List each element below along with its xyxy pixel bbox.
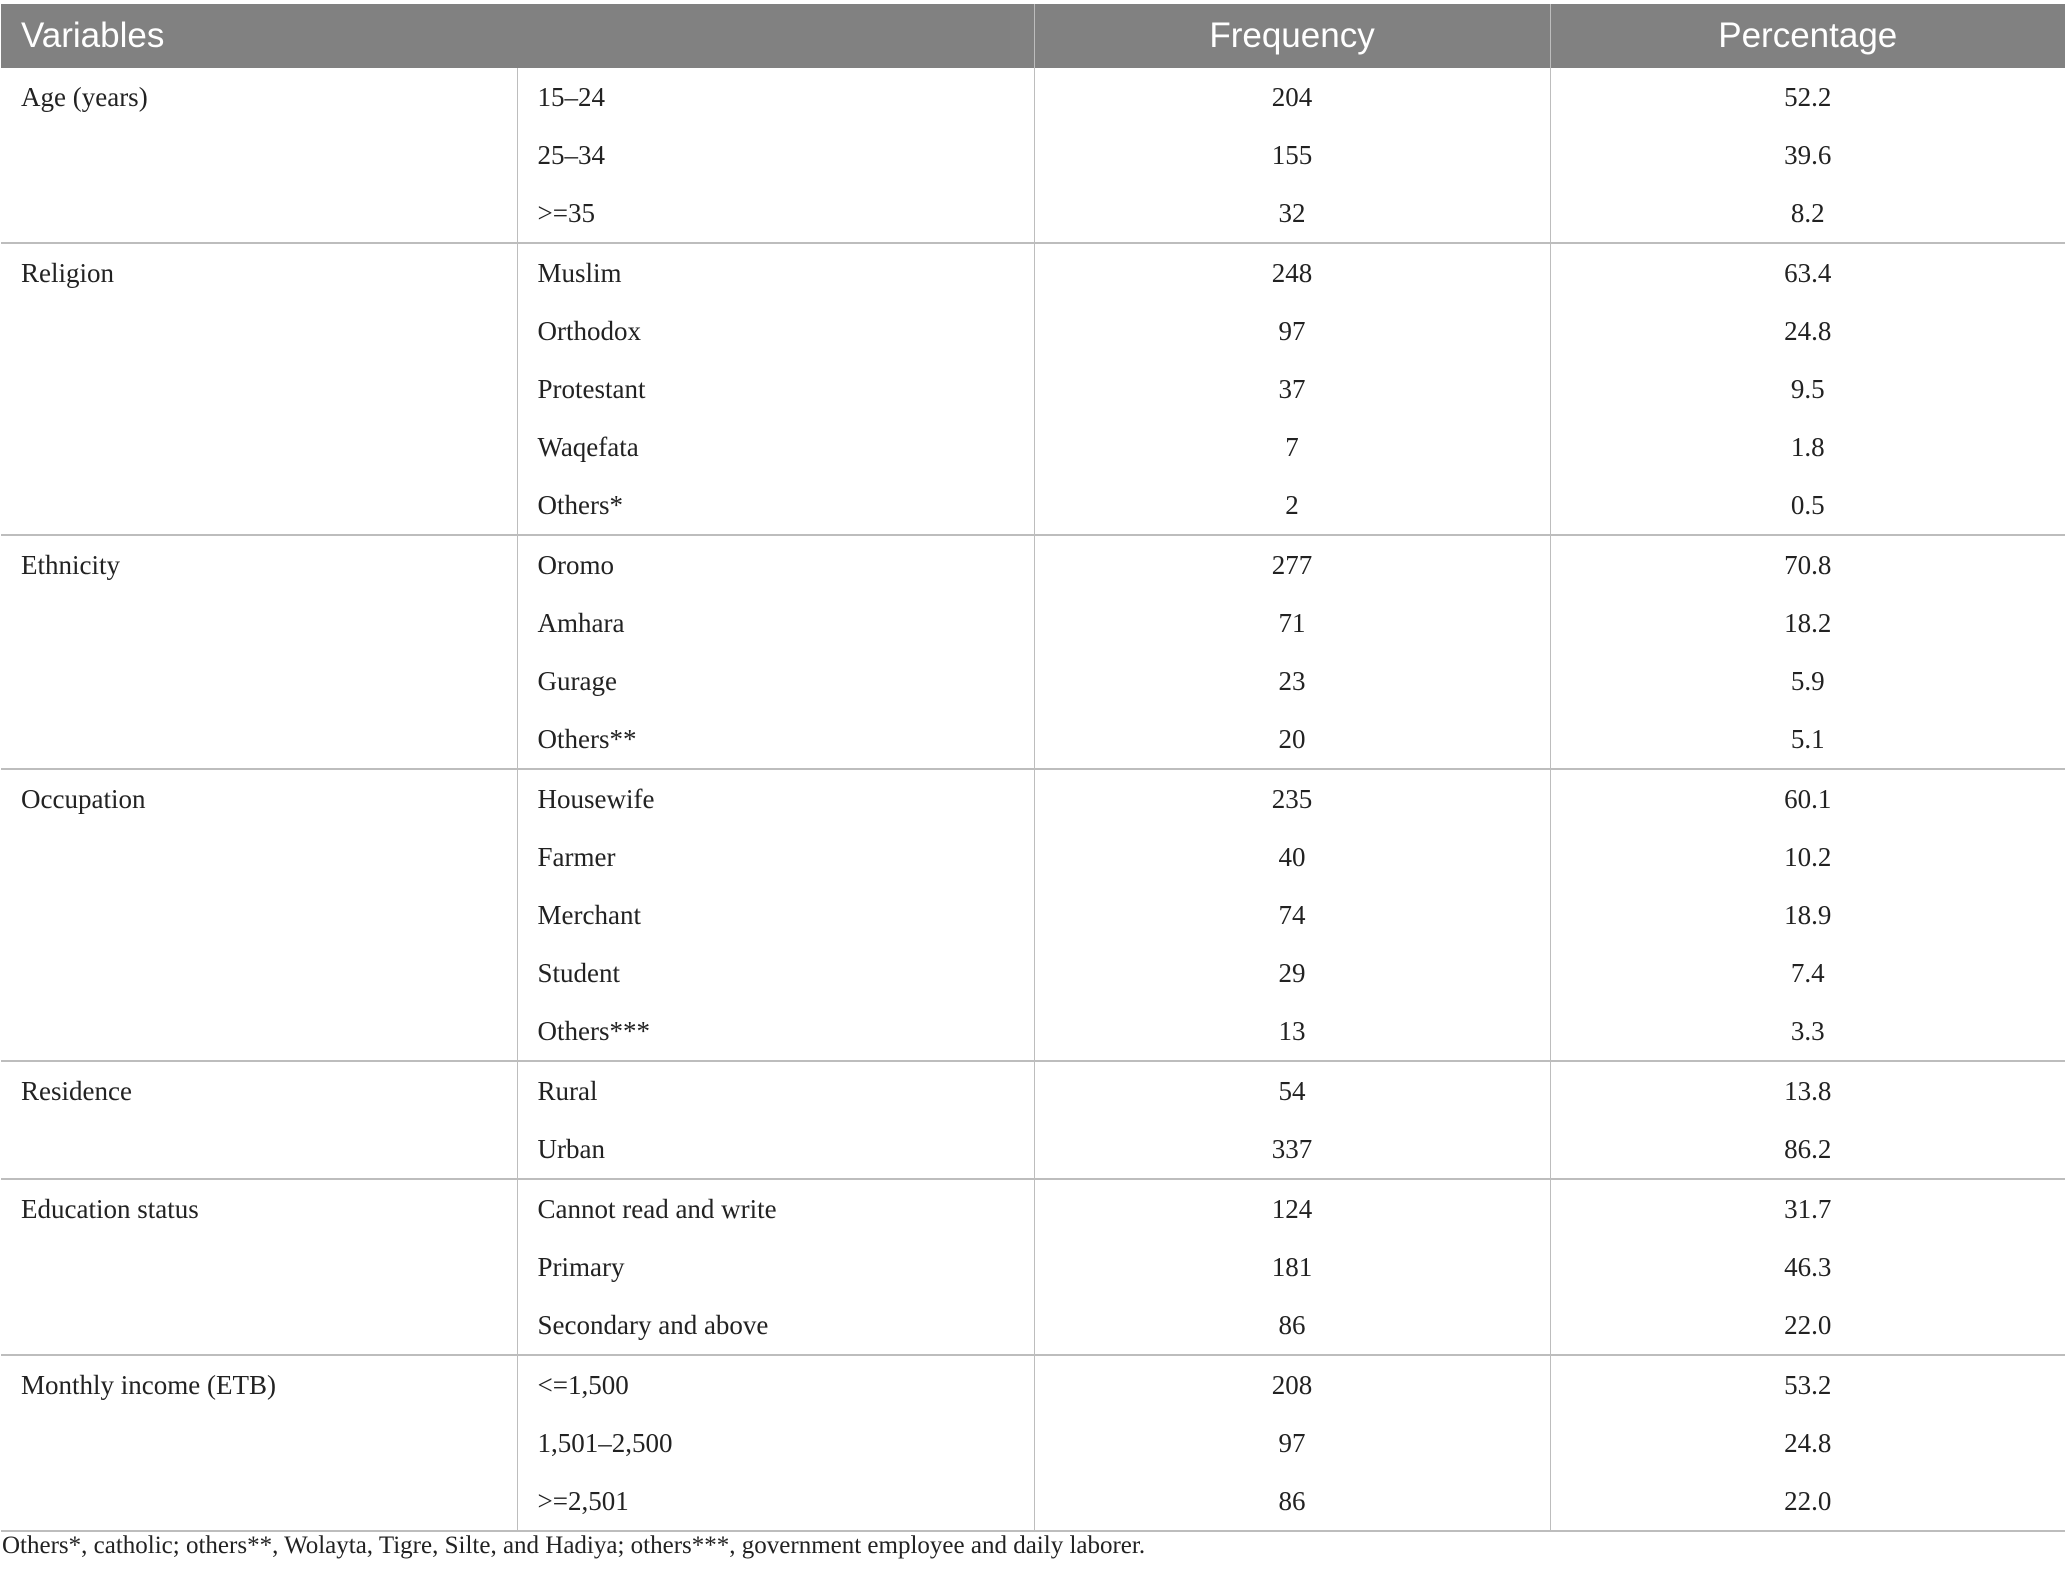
percentage-cell: 13.8: [1784, 1075, 1832, 1106]
category-cell: 25–34: [517, 126, 1034, 184]
frequency-cell: 32: [1034, 184, 1550, 243]
variable-name: Occupation: [1, 769, 517, 1061]
category-cell: >=35: [517, 184, 1034, 243]
variable-name: Monthly income (ETB): [1, 1355, 517, 1531]
percentage-cell: 52.2: [1784, 81, 1832, 112]
category-cell: Amhara: [517, 594, 1034, 652]
header-frequency: Frequency: [1034, 4, 1550, 68]
percentage-cell: 24.8: [1784, 315, 1832, 346]
category-cell: Others***: [517, 1002, 1034, 1061]
table-row: [1, 1179, 2065, 1238]
category-cell: Protestant: [517, 360, 1034, 418]
frequency-cell: 97: [1034, 1414, 1550, 1472]
category-cell: Oromo: [517, 535, 1034, 594]
percentage-cell: 1.8: [1790, 431, 1825, 462]
frequency-cell: 208: [1034, 1355, 1550, 1414]
category-cell: 1,501–2,500: [517, 1414, 1034, 1472]
variable-name: Age (years): [1, 68, 517, 243]
frequency-cell: 337: [1034, 1120, 1550, 1179]
frequency-cell: 204: [1034, 68, 1550, 126]
percentage-cell: 22.0: [1784, 1309, 1832, 1340]
table-group: [1, 243, 2065, 535]
frequency-cell: 277: [1034, 535, 1550, 594]
category-cell: 15–24: [517, 68, 1034, 126]
frequency-cell: 235: [1034, 769, 1550, 828]
table-row: [1, 769, 2065, 828]
percentage-cell: 0.5: [1790, 489, 1825, 520]
percentage-cell: 10.2: [1784, 841, 1832, 872]
percentage-cell: 70.8: [1784, 549, 1832, 580]
header-variables: Variables: [1, 4, 1034, 68]
frequency-cell: 74: [1034, 886, 1550, 944]
category-cell: Cannot read and write: [517, 1179, 1034, 1238]
category-cell: Secondary and above: [517, 1296, 1034, 1355]
variable-name: Religion: [1, 243, 517, 535]
frequency-cell: 20: [1034, 710, 1550, 769]
category-cell: Housewife: [517, 769, 1034, 828]
table-group: [1, 1355, 2065, 1531]
table-group: [1, 535, 2065, 769]
percentage-cell: 5.1: [1790, 723, 1825, 754]
category-cell: Student: [517, 944, 1034, 1002]
frequency-cell: 181: [1034, 1238, 1550, 1296]
table-group: [1, 769, 2065, 1061]
header-percentage: Percentage: [1718, 16, 1898, 55]
frequency-cell: 71: [1034, 594, 1550, 652]
percentage-cell: 53.2: [1784, 1369, 1832, 1400]
table-row: [1, 243, 2065, 302]
percentage-cell: 22.0: [1784, 1485, 1832, 1516]
frequency-cell: 54: [1034, 1061, 1550, 1120]
category-cell: Orthodox: [517, 302, 1034, 360]
table-row: [1, 535, 2065, 594]
percentage-cell: 5.9: [1790, 665, 1825, 696]
frequency-cell: 248: [1034, 243, 1550, 302]
frequency-cell: 86: [1034, 1296, 1550, 1355]
percentage-cell: 8.2: [1790, 197, 1825, 228]
percentage-cell: 60.1: [1784, 783, 1832, 814]
table-group: [1, 68, 2065, 243]
category-cell: Farmer: [517, 828, 1034, 886]
frequency-cell: 13: [1034, 1002, 1550, 1061]
category-cell: Gurage: [517, 652, 1034, 710]
percentage-cell: 46.3: [1784, 1251, 1832, 1282]
percentage-cell: 7.4: [1790, 957, 1825, 988]
frequency-cell: 40: [1034, 828, 1550, 886]
frequency-cell: 97: [1034, 302, 1550, 360]
frequency-cell: 37: [1034, 360, 1550, 418]
percentage-cell: 3.3: [1790, 1015, 1825, 1046]
percentage-cell: 24.8: [1784, 1427, 1832, 1458]
category-cell: <=1,500: [517, 1355, 1034, 1414]
percentage-cell: 18.2: [1784, 607, 1832, 638]
table-row: [1, 1355, 2065, 1414]
table-row: [1, 68, 2065, 126]
frequency-cell: 23: [1034, 652, 1550, 710]
category-cell: Others*: [517, 476, 1034, 535]
percentage-cell: 31.7: [1784, 1193, 1832, 1224]
variable-name: Education status: [1, 1179, 517, 1355]
frequency-cell: 2: [1034, 476, 1550, 535]
category-cell: Waqefata: [517, 418, 1034, 476]
percentage-cell: 9.5: [1790, 373, 1825, 404]
category-cell: Others**: [517, 710, 1034, 769]
percentage-cell: 63.4: [1784, 257, 1832, 288]
category-cell: Urban: [517, 1120, 1034, 1179]
demographics-table: [1, 4, 2065, 1532]
frequency-cell: 7: [1034, 418, 1550, 476]
category-cell: Muslim: [517, 243, 1034, 302]
percentage-cell: 39.6: [1784, 139, 1832, 170]
table-footnote: Others*, catholic; others**, Wolayta, Tigre, Silte, and Hadiya; others***, government employee and daily laborer.: [2, 1532, 1146, 1559]
table-group: [1, 1061, 2065, 1179]
category-cell: Primary: [517, 1238, 1034, 1296]
category-cell: Merchant: [517, 886, 1034, 944]
percentage-cell: 18.9: [1784, 899, 1832, 930]
table-header: [1, 4, 2065, 68]
percentage-cell: 86.2: [1784, 1133, 1832, 1164]
frequency-cell: 124: [1034, 1179, 1550, 1238]
table-row: [1, 1061, 2065, 1120]
frequency-cell: 86: [1034, 1472, 1550, 1531]
frequency-cell: 155: [1034, 126, 1550, 184]
variable-name: Residence: [1, 1061, 517, 1179]
variable-name: Ethnicity: [1, 535, 517, 769]
frequency-cell: 29: [1034, 944, 1550, 1002]
header-row: [1, 4, 2065, 68]
category-cell: >=2,501: [517, 1472, 1034, 1531]
table-group: [1, 1179, 2065, 1355]
category-cell: Rural: [517, 1061, 1034, 1120]
